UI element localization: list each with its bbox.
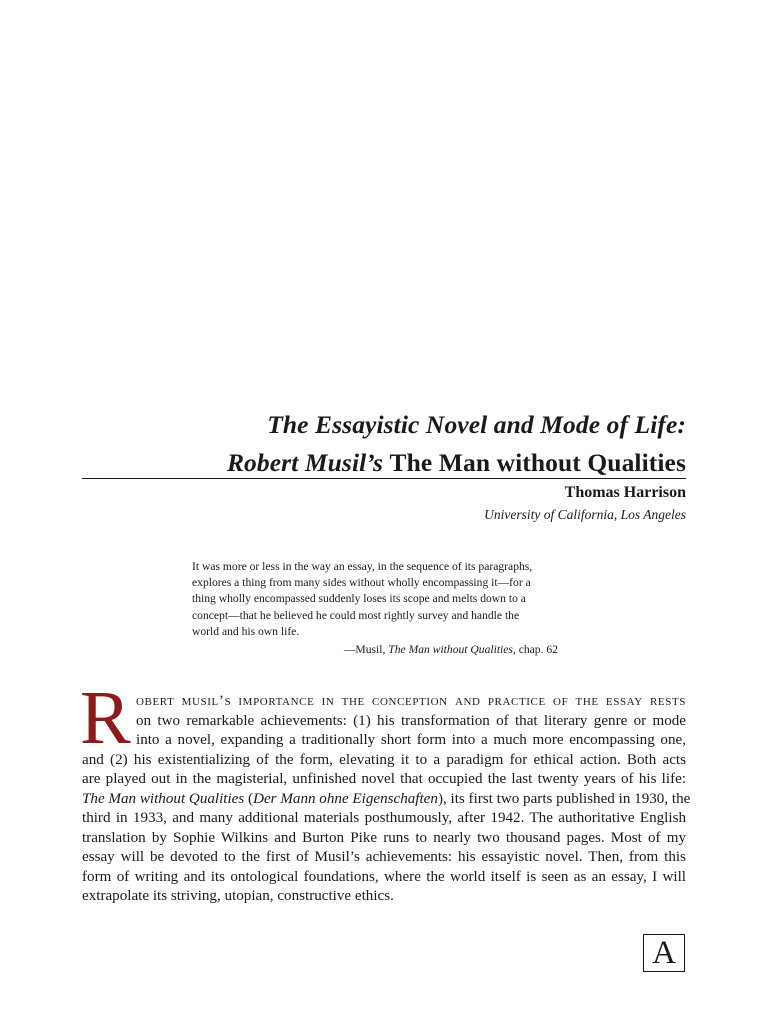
epigraph-line: world and his own life. xyxy=(192,624,300,638)
epigraph-line: It was more or less in the way an essay, in the sequence of its paragraphs, xyxy=(192,560,533,573)
epigraph-source xyxy=(344,642,558,658)
publisher-logo-letter: A xyxy=(652,935,676,971)
epigraph xyxy=(192,559,580,640)
title-work: The Man without Qualities xyxy=(389,448,686,477)
body-work-title: The Man without Qualities xyxy=(82,790,245,807)
body-original-title: Der Mann ohne Eigenschaften xyxy=(253,790,438,807)
article-title xyxy=(82,406,686,482)
body-line: into a novel, expanding a traditionally short form into a much more encompassing one, xyxy=(136,732,686,748)
drop-cap: R xyxy=(80,676,131,760)
title-line-1: The Essayistic Novel and Mode of Life: xyxy=(267,410,686,439)
epigraph-line: thing wholly encompassed suddenly loses its scope and melts down to a xyxy=(192,592,526,606)
body-paragraph xyxy=(82,692,691,907)
body-line: are played out in the magisterial, unfinished novel that occupied the last twenty years of his life: xyxy=(82,771,686,787)
publisher-logo xyxy=(643,934,685,972)
title-line-2 xyxy=(82,444,686,482)
body-line: form of writing and its ontological foundations, where the world itself is seen as an essay, I will xyxy=(82,868,686,885)
epigraph-source-suffix: , chap. 62 xyxy=(512,643,558,656)
author-affiliation: University of California, Los Angeles xyxy=(484,507,686,522)
epigraph-source-prefix: —Musil, xyxy=(343,643,389,656)
body-line xyxy=(82,790,691,810)
body-text-fragment: ), its first two parts published in 1930, the xyxy=(437,790,691,807)
epigraph-line: explores a thing from many sides without wholly encompassing it—for a xyxy=(192,576,531,590)
epigraph-line: concept—that he believed he could most rightly survey and handle the xyxy=(192,608,520,622)
body-line: essay will be devoted to the first of Musil’s achievements: his essayistic novel. Then, from this xyxy=(82,849,686,865)
body-line: translation by Sophie Wilkins and Burton Pike runs to nearly two thousand pages. Most of my xyxy=(82,829,686,846)
body-line: obert musil’s importance in the conception and practice of the essay rests xyxy=(136,693,686,709)
body-line: extrapolate its striving, utopian, constructive ethics. xyxy=(82,888,394,904)
body-line: on two remarkable achievements: (1) his transformation of that literary genre or mode xyxy=(136,712,686,729)
body-line: third in 1933, and many additional materials posthumously, after 1942. The authoritative English xyxy=(82,810,686,826)
author-name: Thomas Harrison xyxy=(564,484,686,501)
body-text-fragment: ( xyxy=(244,790,254,807)
body-line: and (2) his existentializing of the form, elevating it to a paradigm for ethical action. Both acts xyxy=(82,751,686,768)
title-rule xyxy=(82,478,686,479)
epigraph-source-title: The Man without Qualities xyxy=(388,643,513,656)
title-line-2-prefix: Robert Musil’s xyxy=(226,448,390,477)
